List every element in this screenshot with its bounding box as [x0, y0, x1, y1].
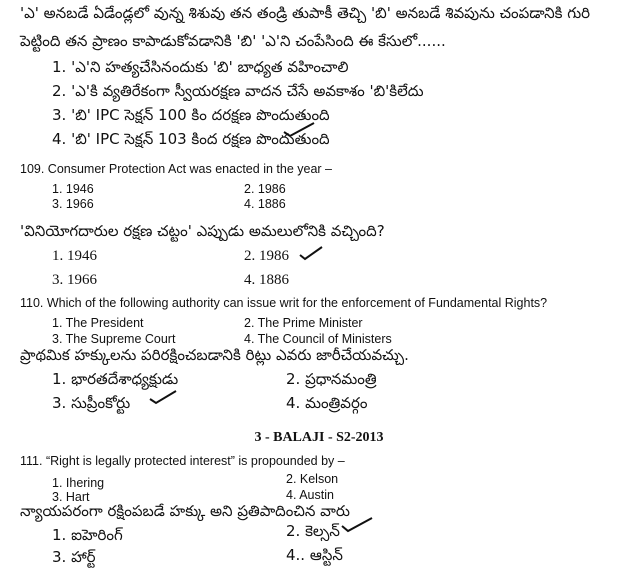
q109-option-en-2: 2. 1986: [244, 182, 286, 196]
q108-stem-line2: పెట్టింది తన ప్రాణం కాపాడుకోవడానికి 'బి' 'ఎ'ని చంపేసింది ఈ కేసులో......: [20, 32, 446, 50]
q108-option-2: 2. 'ఎ'కి వ్యతిరేకంగా స్వీయరక్షణ వాదన చేసే అవకాశం 'బి'కిలేదు: [52, 82, 424, 100]
q111-option-en-3: 3. Hart: [52, 490, 90, 504]
q110-option-en-1: 1. The President: [52, 316, 144, 330]
q111-answer-tick-mark: [340, 514, 374, 534]
q110-question: 110. Which of the following authority can issue writ for the enforcement of Fundamental Rights?: [20, 296, 548, 310]
q111-option-en-4: 4. Austin: [286, 488, 334, 502]
q111-option-te-3: 3. హార్ట్: [52, 548, 96, 566]
q111-question-telugu: న్యాయపరంగా రక్షింపబడే హక్కు అని ప్రతిపాదించిన వారు: [20, 502, 350, 520]
q111-question: 111. “Right is legally protected interest” is propounded by –: [20, 454, 345, 468]
q108-stem-line1: 'ఎ' అనబడే ఏడేండ్లలో వున్న శిశువు తన తండ్రి తుపాకీ తెచ్చి 'బి' అనబడే శివపును చంపడానికి గురి: [20, 4, 591, 22]
q109-answer-tick-mark: [298, 244, 324, 262]
q110-question-telugu: ప్రాథమిక హక్కులను పరిరక్షించబడానికి రిట్లు ఎవరు జారీచేయవచ్చు.: [20, 346, 409, 364]
q109-question: 109. Consumer Protection Act was enacted in the year –: [20, 162, 332, 176]
q110-option-te-3: 3. సుప్రీంకోర్టు: [52, 394, 131, 412]
q108-option-3: 3. 'బి' IPC సెక్షన్ 100 కిం దరక్షణ పొందుతుంది: [52, 106, 330, 124]
q108-answer-tick-mark: [282, 120, 316, 138]
q109-option-en-3: 3. 1966: [52, 197, 94, 211]
q109-option-te-3: 3. 1966: [52, 272, 97, 288]
section-title: 3 - BALAJI - S2-2013: [254, 430, 384, 445]
q111-option-te-4: 4.. ఆస్టిన్: [286, 546, 343, 564]
q108-option-1: 1. 'ఎ'ని హత్యచేసినందుకు 'బి' బాధ్యత వహించాలి: [52, 58, 349, 76]
q109-option-en-1: 1. 1946: [52, 182, 94, 196]
q108-option-4: 4. 'బి' IPC సెక్షన్ 103 కింద రక్షణ పొందుతుంది: [52, 130, 330, 148]
q110-option-en-3: 3. The Supreme Court: [52, 332, 176, 346]
q110-option-te-1: 1. భారతదేశాధ్యక్షుడు: [52, 370, 179, 388]
q110-option-en-2: 2. The Prime Minister: [244, 316, 363, 330]
q110-option-en-4: 4. The Council of Ministers: [244, 332, 392, 346]
q111-option-en-2: 2. Kelson: [286, 472, 339, 486]
q109-option-te-1: 1. 1946: [52, 248, 97, 264]
q109-option-te-2: 2. 1986: [244, 248, 289, 264]
q111-option-en-1: 1. Ihering: [52, 476, 105, 490]
q109-question-telugu: 'వినియోగదారుల రక్షణ చట్టం' ఎప్పుడు అమలులోనికి వచ్చింది?: [20, 222, 385, 240]
q110-option-te-2: 2. ప్రధానమంత్రి: [286, 370, 377, 388]
q109-option-te-4: 4. 1886: [244, 272, 289, 288]
q110-option-te-4: 4. మంత్రివర్గం: [286, 394, 368, 412]
q110-answer-tick-mark: [148, 388, 178, 406]
q111-option-te-2: 2. కెల్సన్: [286, 522, 340, 540]
q109-option-en-4: 4. 1886: [244, 197, 286, 211]
q111-option-te-1: 1. ఐహెరింగ్: [52, 526, 123, 544]
